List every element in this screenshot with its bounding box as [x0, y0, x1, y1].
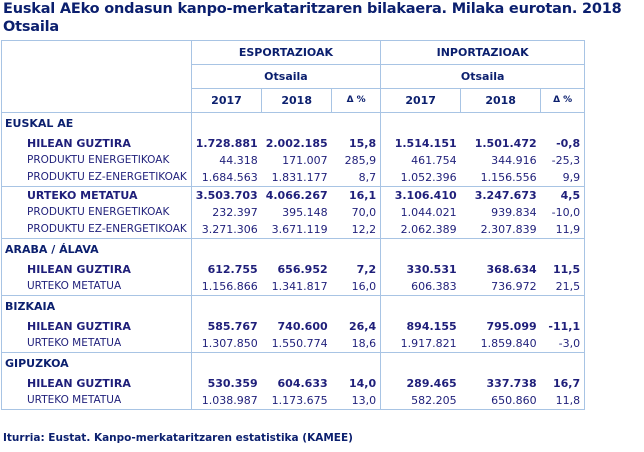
col-imp-2017: 2017 — [381, 89, 461, 113]
table-title — [3, 0, 622, 36]
table-row: PRODUKTU ENERGETIKOAK 44.318 171.007 285,9 461.754 344.916 -25,3 — [2, 152, 585, 169]
table-row: HILEAN GUZTIRA 530.359 604.633 14,0 289.465 337.738 16,7 — [2, 375, 585, 392]
header-exports: ESPORTAZIOAK — [191, 41, 380, 65]
region-bizkaia — [2, 296, 585, 353]
title-line-1: Euskal AEko ondasun kanpo-merkataritzaren bilakaera. Milaka eurotan. 2018 — [3, 1, 622, 17]
table-row: URTEKO METATUA 1.038.987 1.173.675 13,0 582.205 650.860 11,8 — [2, 392, 585, 410]
region-title: ARABA / ÁLAVA — [2, 239, 192, 262]
col-exp-delta: Δ % — [332, 89, 381, 113]
header-period-exports: Otsaila — [191, 65, 380, 89]
header-empty-cell — [2, 41, 192, 113]
col-imp-2018: 2018 — [461, 89, 541, 113]
region-araba — [2, 239, 585, 296]
table-row: URTEKO METATUA 3.503.703 4.066.267 16,1 3.106.410 3.247.673 4,5 — [2, 187, 585, 205]
table-row: URTEKO METATUA 1.307.850 1.550.774 18,6 1.917.821 1.859.840 -3,0 — [2, 335, 585, 353]
table-row: PRODUKTU EZ-ENERGETIKOAK 1.684.563 1.831.177 8,7 1.052.396 1.156.556 9,9 — [2, 169, 585, 187]
region-title: BIZKAIA — [2, 296, 192, 319]
region-gipuzkoa — [2, 353, 585, 410]
col-exp-2017: 2017 — [191, 89, 261, 113]
title-line-2: Otsaila — [3, 19, 59, 35]
header-row-groups — [2, 41, 585, 65]
header-period-imports: Otsaila — [381, 65, 585, 89]
col-imp-delta: Δ % — [541, 89, 585, 113]
table-row: HILEAN GUZTIRA 585.767 740.600 26,4 894.155 795.099 -11,1 — [2, 318, 585, 335]
region-title: EUSKAL AE — [2, 113, 192, 136]
col-exp-2018: 2018 — [262, 89, 332, 113]
source-footnote: Iturria: Eustat. Kanpo-merkataritzaren estatistika (KAMEE) — [3, 432, 353, 444]
table-row: URTEKO METATUA 1.156.866 1.341.817 16,0 606.383 736.972 21,5 — [2, 278, 585, 296]
table-row: PRODUKTU EZ-ENERGETIKOAK 3.271.306 3.671.119 12,2 2.062.389 2.307.839 11,9 — [2, 221, 585, 239]
table-row: HILEAN GUZTIRA 612.755 656.952 7,2 330.531 368.634 11,5 — [2, 261, 585, 278]
region-title: GIPUZKOA — [2, 353, 192, 376]
region-euskal-ae — [2, 113, 585, 239]
table-row: PRODUKTU ENERGETIKOAK 232.397 395.148 70,0 1.044.021 939.834 -10,0 — [2, 204, 585, 221]
table-row: HILEAN GUZTIRA 1.728.881 2.002.185 15,8 1.514.151 1.501.472 -0,8 — [2, 135, 585, 152]
trade-table — [1, 40, 585, 410]
header-imports: INPORTAZIOAK — [381, 41, 585, 65]
